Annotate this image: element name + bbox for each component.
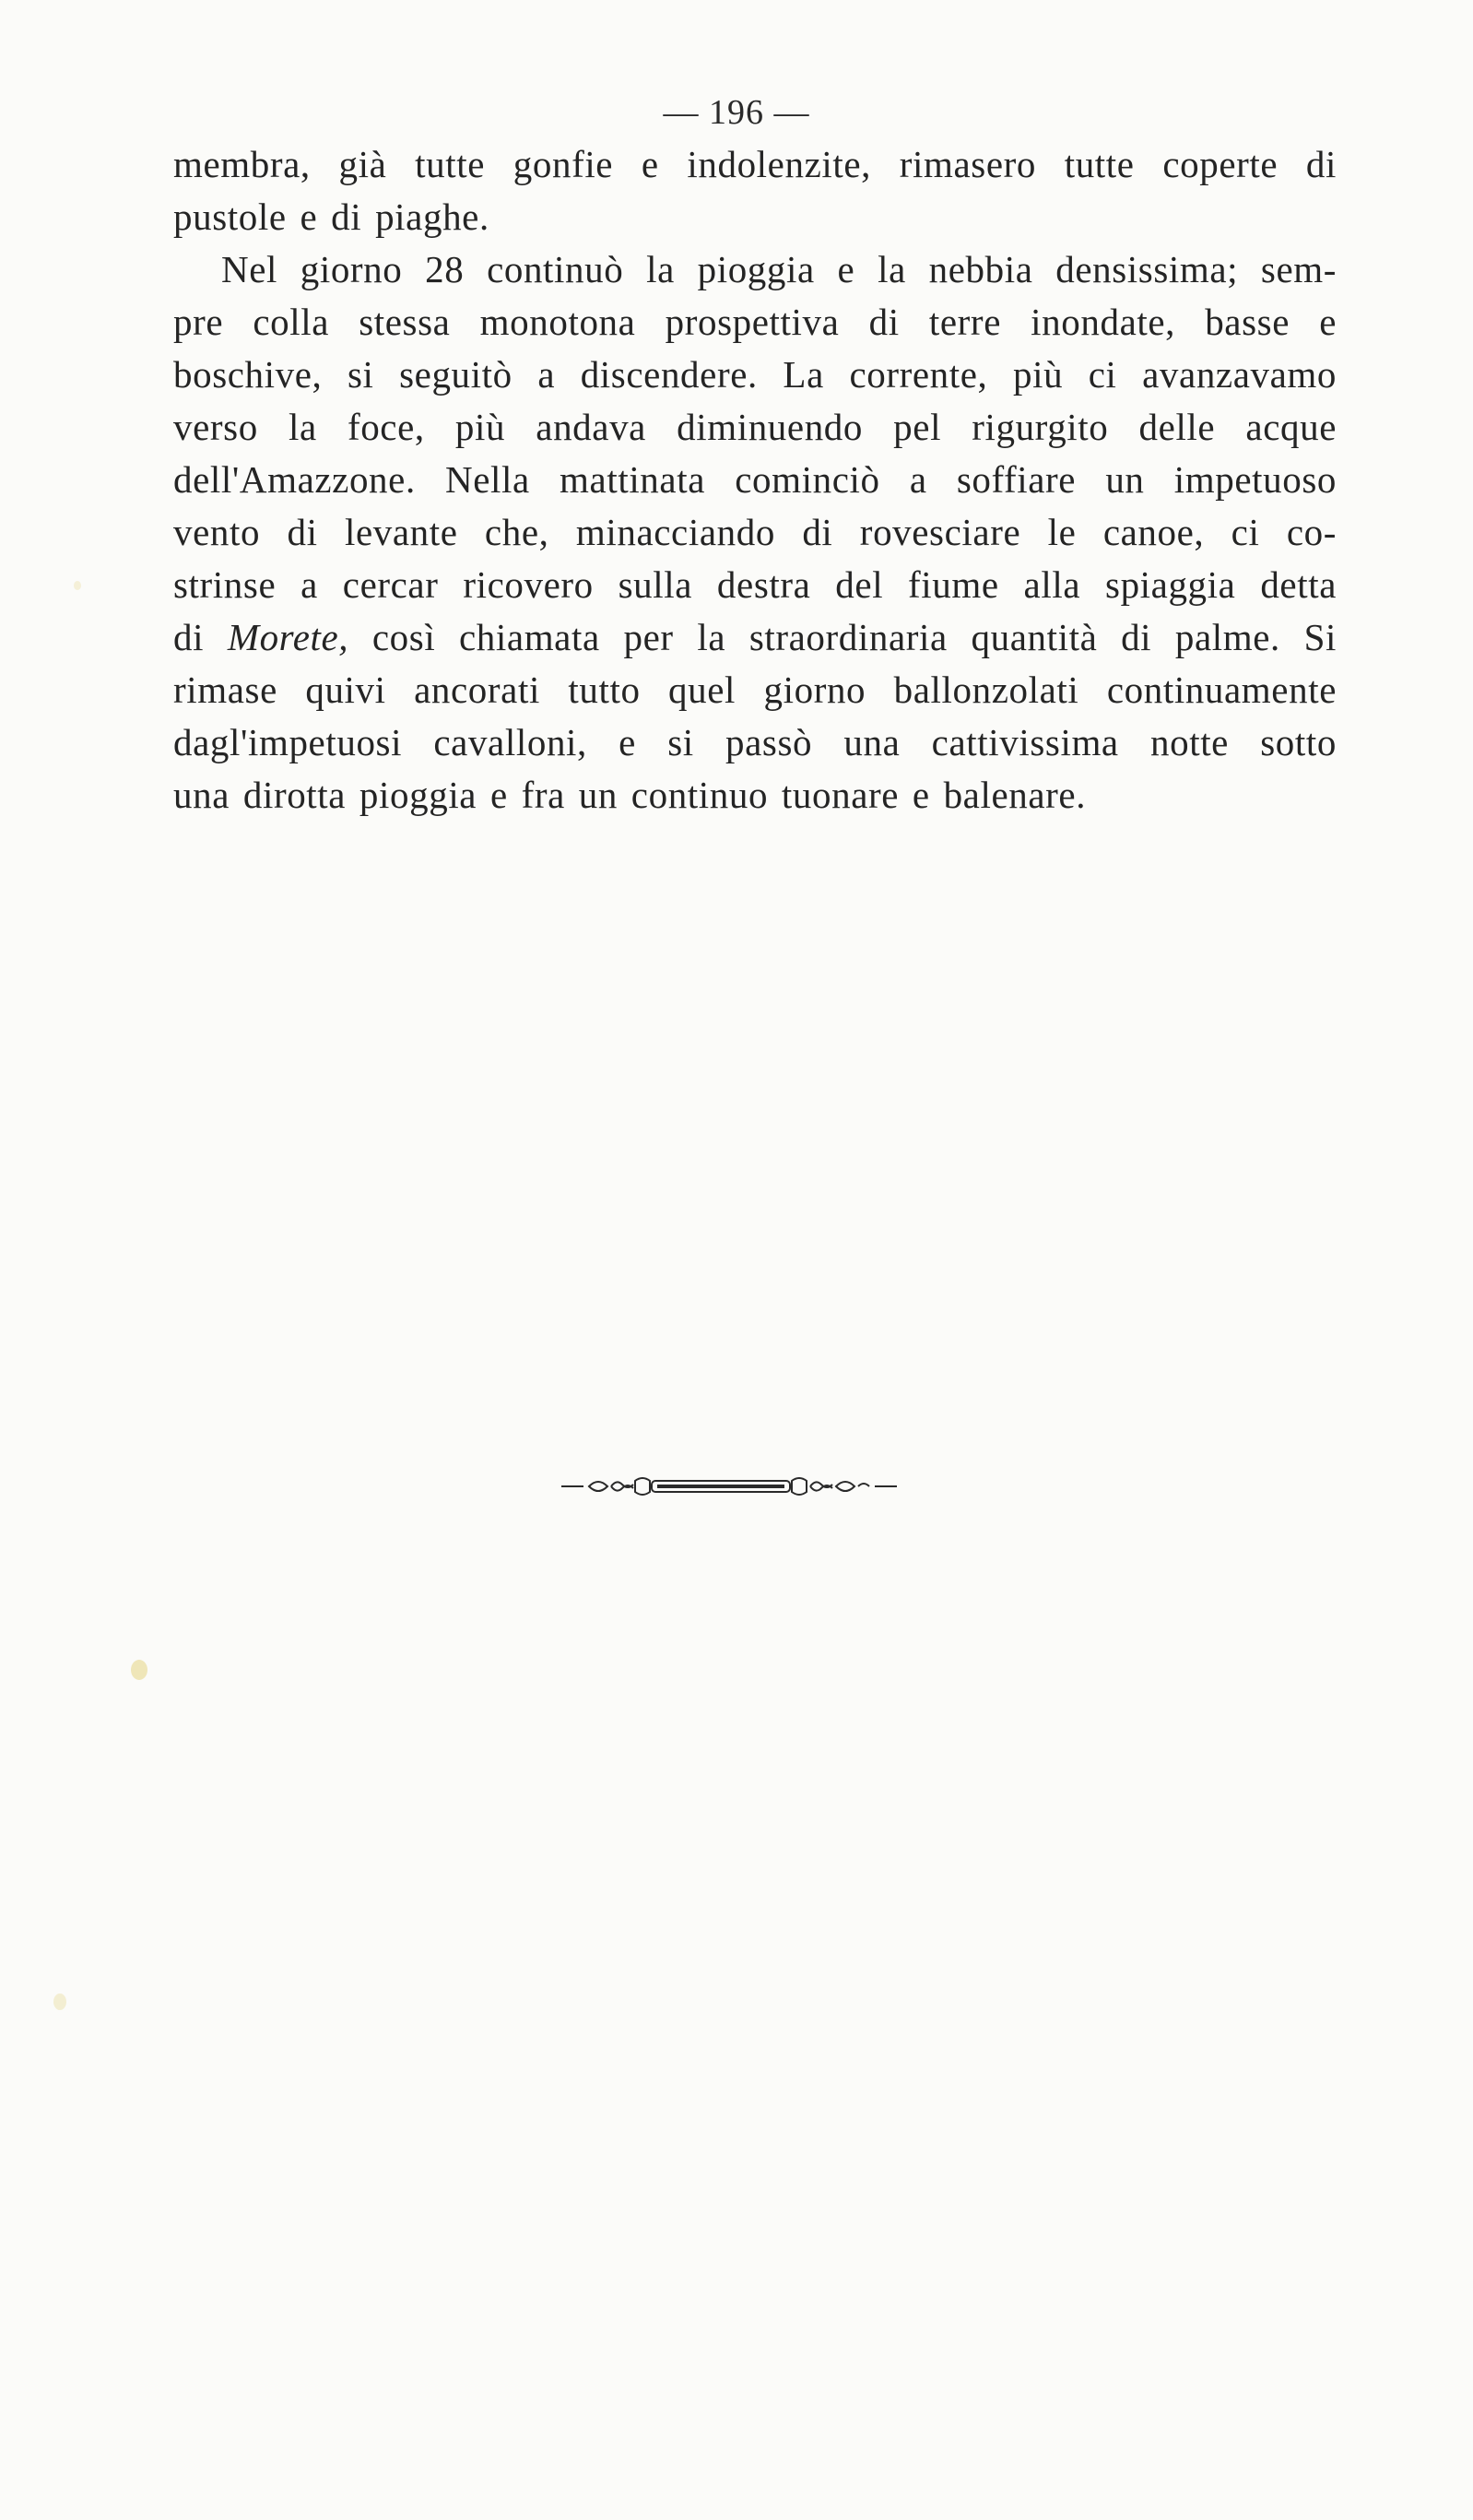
flourish-icon — [543, 1468, 930, 1505]
text-line: dagl'impetuosi cavalloni, e si passò una cattivissima notte sotto — [173, 721, 1337, 763]
text-fragment: di — [173, 616, 205, 658]
text-line: rimase quivi ancorati tutto quel giorno ballonzolati continuamente — [173, 668, 1337, 711]
page-number: — 196 — — [663, 93, 810, 132]
text-line: strinse a cercar ricovero sulla destra del fiume alla spiaggia detta — [173, 563, 1337, 606]
ornament-flourish — [0, 1468, 1473, 1505]
text-line — [173, 611, 1337, 664]
text-line: vento di levante che, minacciando di rovesciare le canoe, ci co- — [173, 511, 1337, 553]
text-line: boschive, si seguitò a discendere. La corrente, più ci avanzavamo — [173, 353, 1337, 396]
place-name-italic: Morete, — [227, 616, 349, 658]
text-line: una dirotta pioggia e fra un continuo tuonare e balenare. — [173, 774, 1087, 816]
text-line: verso la foce, più andava diminuendo pel rigurgito delle acque — [173, 406, 1337, 448]
text-line: pre colla stessa monotona prospettiva di terre inondate, basse e — [173, 301, 1337, 343]
paper-stain — [131, 1660, 147, 1680]
body-text — [173, 138, 1337, 822]
paper-stain — [74, 581, 81, 590]
text-line: membra, già tutte gonfie e indolenzite, rimasero tutte coperte di — [173, 143, 1337, 185]
text-fragment: così chiamata per la straordinaria quantità di palme. Si — [371, 616, 1337, 658]
text-line: pustole e di piaghe. — [173, 195, 489, 238]
text-line: Nel giorno 28 continuò la pioggia e la nebbia densissima; sem- — [221, 248, 1337, 290]
paper-stain — [53, 1994, 66, 2010]
text-line: dell'Amazzone. Nella mattinata cominciò a soffiare un impetuoso — [173, 458, 1337, 501]
